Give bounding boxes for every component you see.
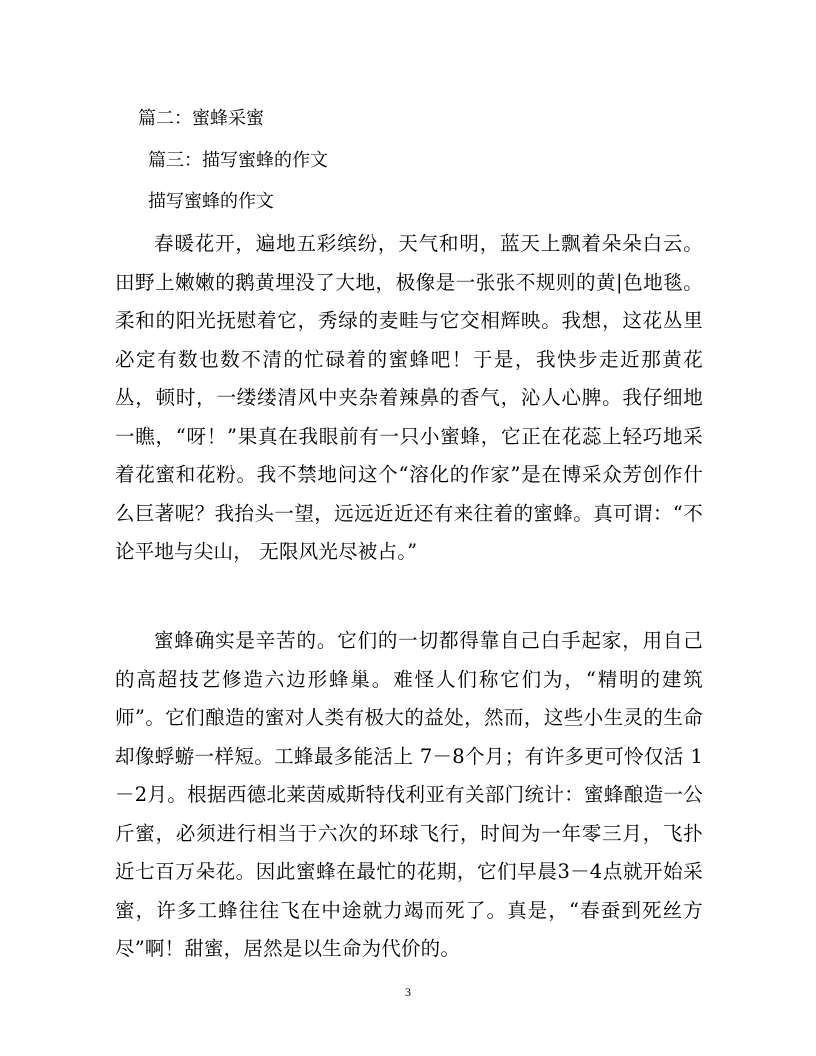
page-number: 3	[405, 985, 411, 999]
paragraph-1: 春暖花开，遍地五彩缤纷，天气和明，蓝天上飘着朵朵白云。田野上嫩嫩的鹅黄埋没了大地，极像是一张张不规则的黄|色地毯。柔和的阳光抚慰着它，秀绿的麦畦与它交相辉映。我想，这花丛里必定有数也数不清的忙碌着的蜜蜂吧！于是，我快步走近那黄花丛，顿时，一缕缕清风中夹杂着辣鼻的香气，沁人心脾。我仔细地一瞧，“呀！”果真在我眼前有一只小蜜蜂，它正在花蕊上轻巧地采着花蜜和花粉。我不禁地问这个“溶化的作家”是在博采众芳创作什么巨著呢？我抬头一望，远远近近还有来往着的蜜蜂。真可谓：“不论平地与尖山， 无限风光尽被占。”	[115, 232, 703, 563]
paragraph-2: 蜜蜂确实是辛苦的。它们的一切都得靠自己白手起家，用自己的高超技艺修造六边形蜂巢。难怪人们称它们为，“精明的建筑师”。它们酿造的蜜对人类有极大的益处，然而，这些小生灵的生命却像蜉蝣一样短。工蜂最多能活上 7－8个月；有许多更可怜仅活 1－2月。根据西德北莱茵威斯特伐利亚有关部门统计：蜜蜂酿造一公斤蜜，必须进行相当于六次的环球飞行，时间为一年零三月，飞扑近七百万朵花。因此蜜蜂在最忙的花期，它们早晨3－4点就开始采蜜，许多工蜂往往飞在中途就力竭而死了。真是，“春蚕到死丝方尽”啊！甜蜜，居然是以生命为代价的。	[115, 629, 703, 960]
essay-title: 描写蜜蜂的作文	[148, 191, 274, 212]
section-heading-3: 篇三：描写蜜蜂的作文	[148, 150, 328, 171]
section-heading-2: 篇二：蜜蜂采蜜	[138, 108, 264, 129]
